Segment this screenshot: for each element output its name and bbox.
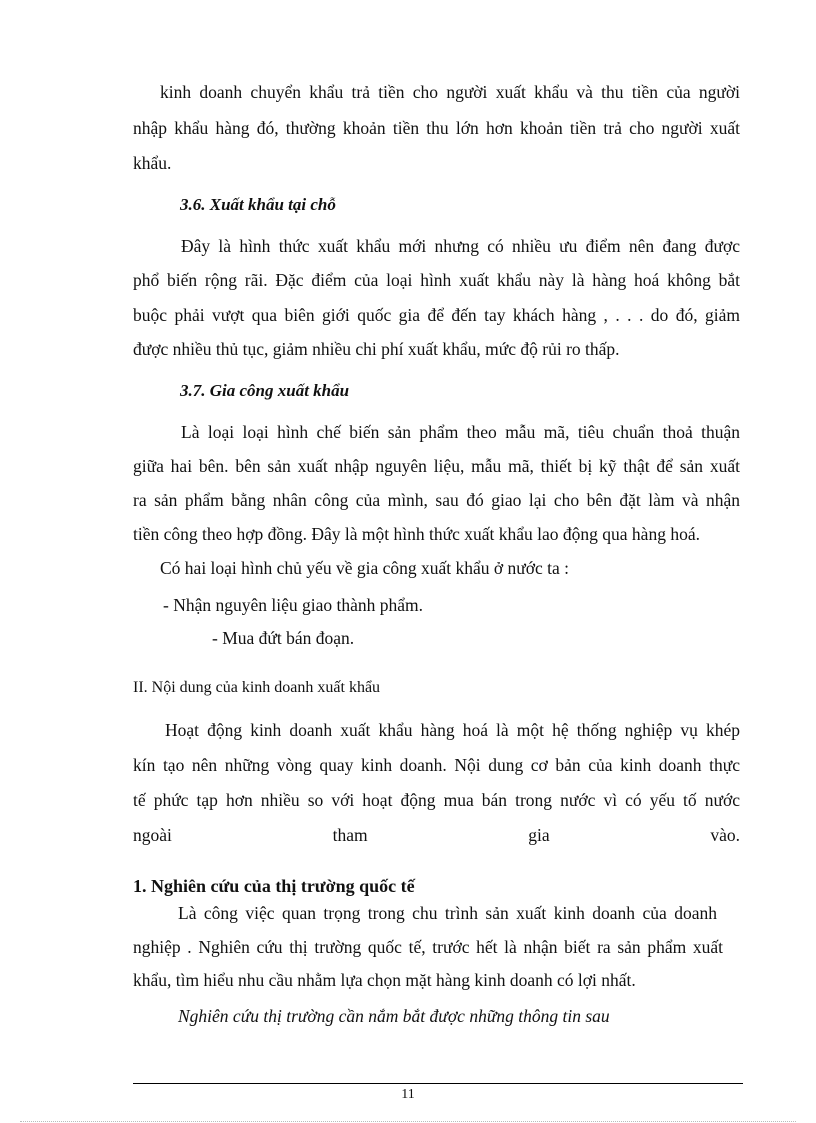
paragraph-line: ngoài tham gia vào. (133, 825, 740, 845)
section-heading-ii: II. Nội dung của kinh doanh xuất khẩu (133, 679, 381, 696)
paragraph-line: Có hai loại hình chủ yếu về gia công xuất khẩu ở nước ta : (160, 558, 570, 578)
section-heading-3-6: 3.6. Xuất khẩu tại chỗ (180, 195, 336, 214)
paragraph-line: khẩu. (133, 153, 172, 173)
list-item: - Mua đứt bán đoạn. (212, 628, 355, 648)
paragraph-line: Là loại loại hình chế biến sản phẩm theo mẫu mã, tiêu chuẩn thoả thuận (181, 422, 740, 442)
paragraph-line: Đây là hình thức xuất khẩu mới nhưng có nhiều ưu điểm nên đang được (181, 236, 740, 256)
paragraph-line: ra sản phẩm bằng nhân công của mình, sau đó giao lại cho bên đặt làm và nhận (133, 490, 740, 510)
paragraph-line: khẩu, tìm hiểu nhu cầu nhằm lựa chọn mặt hàng kinh doanh có lợi nhất. (133, 970, 636, 990)
paragraph-line: buộc phải vượt qua biên giới quốc gia để đến tay khách hàng , . . . do đó, giảm (133, 305, 740, 325)
paragraph-line: được nhiều thủ tục, giảm nhiều chi phí xuất khẩu, mức độ rủi ro thấp. (133, 339, 620, 359)
paragraph-line: phổ biến rộng rãi. Đặc điểm của loại hình xuất khẩu này là hàng hoá không bắt (133, 270, 740, 290)
section-heading-3-7: 3.7. Gia công xuất khẩu (180, 381, 350, 400)
page-number: 11 (401, 1087, 415, 1102)
paragraph-line: nhập khẩu hàng đó, thường khoản tiền thu lớn hơn khoản tiền trả cho người xuất (133, 118, 740, 138)
paragraph-line: Là công việc quan trọng trong chu trình sản xuất kinh doanh của doanh (178, 903, 717, 923)
paragraph-line: tiền công theo hợp đồng. Đây là một hình thức xuất khẩu lao động qua hàng hoá. (133, 524, 700, 544)
paragraph-line: nghiệp . Nghiên cứu thị trường quốc tế, trước hết là nhận biết ra sản phẩm xuất (133, 937, 723, 957)
paragraph-line: kín tạo nên những vòng quay kinh doanh. Nội dung cơ bản của kinh doanh thực (133, 755, 740, 775)
paragraph-line-italic: Nghiên cứu thị trường cần nắm bắt được những thông tin sau (178, 1006, 610, 1026)
section-heading-1: 1. Nghiên cứu của thị trường quốc tế (133, 876, 415, 896)
paragraph-line: kinh doanh chuyển khẩu trả tiền cho người xuất khẩu và thu tiền của người (160, 82, 740, 102)
footer-divider (133, 1083, 743, 1084)
paragraph-line: Hoạt động kinh doanh xuất khẩu hàng hoá là một hệ thống nghiệp vụ khép (165, 720, 740, 740)
list-item: - Nhận nguyên liệu giao thành phẩm. (163, 595, 424, 615)
paragraph-line: giữa hai bên. bên sản xuất nhập nguyên liệu, mẫu mã, thiết bị kỹ thật để sản xuất (133, 456, 740, 476)
page-boundary (20, 1121, 796, 1122)
paragraph-line: tế phức tạp hơn nhiều so với hoạt động mua bán trong nước vì có yếu tố nước (133, 790, 740, 810)
